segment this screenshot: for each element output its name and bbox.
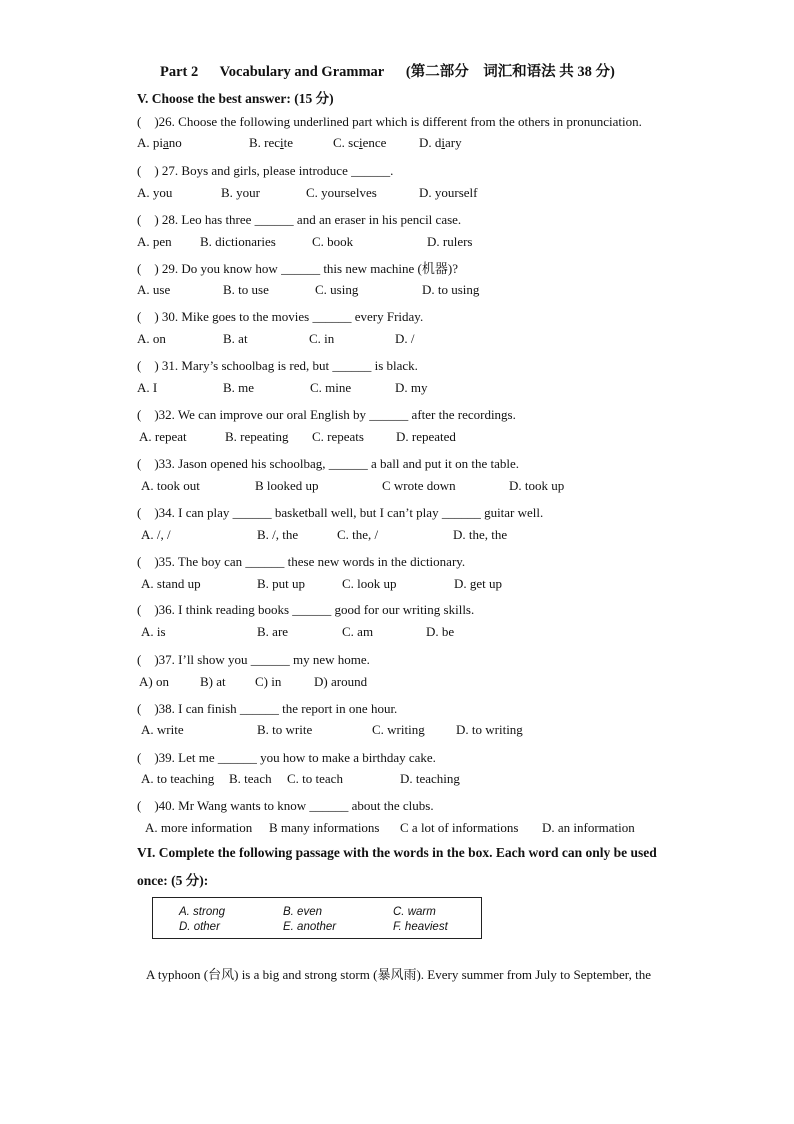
option: A. to teaching	[141, 771, 215, 786]
option: B. put up	[257, 576, 306, 591]
option: B. to write	[257, 722, 313, 737]
option: D) around	[314, 674, 368, 689]
question-39-options	[137, 771, 737, 789]
option: A. pen	[137, 234, 172, 249]
section-6-heading-cont: once: (5 分):	[137, 873, 209, 888]
section-5-heading: V. Choose the best answer: (15 分)	[137, 91, 334, 106]
word-box-item: B. even	[283, 906, 322, 918]
option: C. book	[312, 234, 354, 249]
part-topic: Vocabulary and Grammar	[219, 64, 385, 80]
section-6-heading: VI. Complete the following passage with the words in the box. Each word can only be used	[137, 845, 657, 860]
option: D. be	[426, 624, 455, 639]
question-40-options	[137, 820, 737, 838]
option: A. use	[137, 282, 171, 297]
question-26-options	[137, 135, 737, 153]
option: D. get up	[454, 576, 503, 591]
question-28-options	[137, 234, 737, 252]
question-34-stem: ( )34. I can play ______ basketball well, but I can’t play ______ guitar well.	[137, 505, 544, 520]
option: B. repeating	[225, 429, 289, 444]
option: C) in	[255, 674, 282, 689]
word-box-item: E. another	[283, 921, 337, 933]
option: B. recite	[249, 135, 294, 150]
option: B. me	[223, 380, 255, 395]
question-27-options	[137, 185, 737, 203]
question-40-stem: ( )40. Mr Wang wants to know ______ about the clubs.	[137, 798, 434, 813]
option: A. stand up	[141, 576, 201, 591]
word-box-item: C. warm	[393, 906, 436, 918]
option: D. diary	[419, 135, 462, 150]
option: C wrote down	[382, 478, 456, 493]
option: C. in	[309, 331, 335, 346]
option: A) on	[139, 674, 169, 689]
option: D. to using	[422, 282, 480, 297]
question-26-stem: ( )26. Choose the following underlined part which is different from the others in pronunciation.	[137, 114, 642, 129]
option: B. are	[257, 624, 289, 639]
option: A. on	[137, 331, 166, 346]
option: C. am	[342, 624, 374, 639]
question-27-stem: ( ) 27. Boys and girls, please introduce ______.	[137, 163, 394, 178]
option: B. at	[223, 331, 248, 346]
question-38-options	[137, 722, 737, 740]
question-37-options	[137, 674, 737, 692]
question-38-stem: ( )38. I can finish ______ the report in one hour.	[137, 701, 398, 716]
word-box-item: D. other	[179, 921, 220, 933]
part-chinese-title: (第二部分 词汇和语法 共 38 分)	[405, 64, 615, 80]
option: D. teaching	[400, 771, 460, 786]
option: C. look up	[342, 576, 397, 591]
option: B looked up	[255, 478, 319, 493]
option: B. dictionaries	[200, 234, 276, 249]
option: A. repeat	[139, 429, 187, 444]
word-box	[152, 897, 482, 939]
question-34-options	[137, 527, 737, 545]
option: B many informations	[269, 820, 380, 835]
option: A. took out	[141, 478, 200, 493]
part-number: Part 2	[160, 64, 199, 80]
option: A. write	[141, 722, 184, 737]
option: C. mine	[310, 380, 352, 395]
question-37-stem: ( )37. I’ll show you ______ my new home.	[137, 652, 370, 667]
option: B. teach	[229, 771, 272, 786]
question-32-stem: ( )32. We can improve our oral English by ______ after the recordings.	[137, 407, 516, 422]
part-title	[160, 60, 633, 81]
option: C a lot of informations	[400, 820, 519, 835]
question-35-options	[137, 576, 737, 594]
option: B. /, the	[257, 527, 299, 542]
option: B) at	[200, 674, 226, 689]
option: D. yourself	[419, 185, 478, 200]
passage-text: A typhoon (台风) is a big and strong storm (暴风雨). Every summer from July to September, the	[146, 967, 651, 982]
option: C. repeats	[312, 429, 364, 444]
question-36-options	[137, 624, 737, 642]
question-33-options	[137, 478, 737, 496]
question-29-stem: ( ) 29. Do you know how ______ this new machine (机器)?	[137, 261, 458, 276]
question-36-stem: ( )36. I think reading books ______ good for our writing skills.	[137, 602, 475, 617]
option: D. an information	[542, 820, 635, 835]
word-box-item: A. strong	[179, 906, 226, 918]
question-31-stem: ( ) 31. Mary’s schoolbag is red, but ______ is black.	[137, 358, 418, 373]
option: C. the, /	[337, 527, 379, 542]
question-33-stem: ( )33. Jason opened his schoolbag, ______ a ball and put it on the table.	[137, 456, 519, 471]
option: C. yourselves	[306, 185, 377, 200]
option: A. piano	[137, 135, 182, 150]
option: C. writing	[372, 722, 425, 737]
option: D. rulers	[427, 234, 473, 249]
option: D. to writing	[456, 722, 523, 737]
option: A. /, /	[141, 527, 171, 542]
question-30-options	[137, 331, 737, 349]
option: D. /	[395, 331, 415, 346]
option: D. the, the	[453, 527, 508, 542]
question-32-options	[137, 429, 737, 447]
question-28-stem: ( ) 28. Leo has three ______ and an eraser in his pencil case.	[137, 212, 462, 227]
option: B. to use	[223, 282, 269, 297]
question-29-options	[137, 282, 737, 300]
option: C. using	[315, 282, 359, 297]
option: C. science	[333, 135, 387, 150]
option: A. I	[137, 380, 158, 395]
option: B. your	[221, 185, 260, 200]
option: C. to teach	[287, 771, 343, 786]
option: A. you	[137, 185, 173, 200]
option: D. took up	[509, 478, 565, 493]
question-35-stem: ( )35. The boy can ______ these new words in the dictionary.	[137, 554, 466, 569]
option: A. is	[141, 624, 166, 639]
word-box-item: F. heaviest	[393, 921, 448, 933]
option: D. repeated	[396, 429, 456, 444]
option: A. more information	[145, 820, 253, 835]
question-30-stem: ( ) 30. Mike goes to the movies ______ every Friday.	[137, 309, 424, 324]
option: D. my	[395, 380, 428, 395]
question-31-options	[137, 380, 737, 398]
question-39-stem: ( )39. Let me ______ you how to make a birthday cake.	[137, 750, 436, 765]
